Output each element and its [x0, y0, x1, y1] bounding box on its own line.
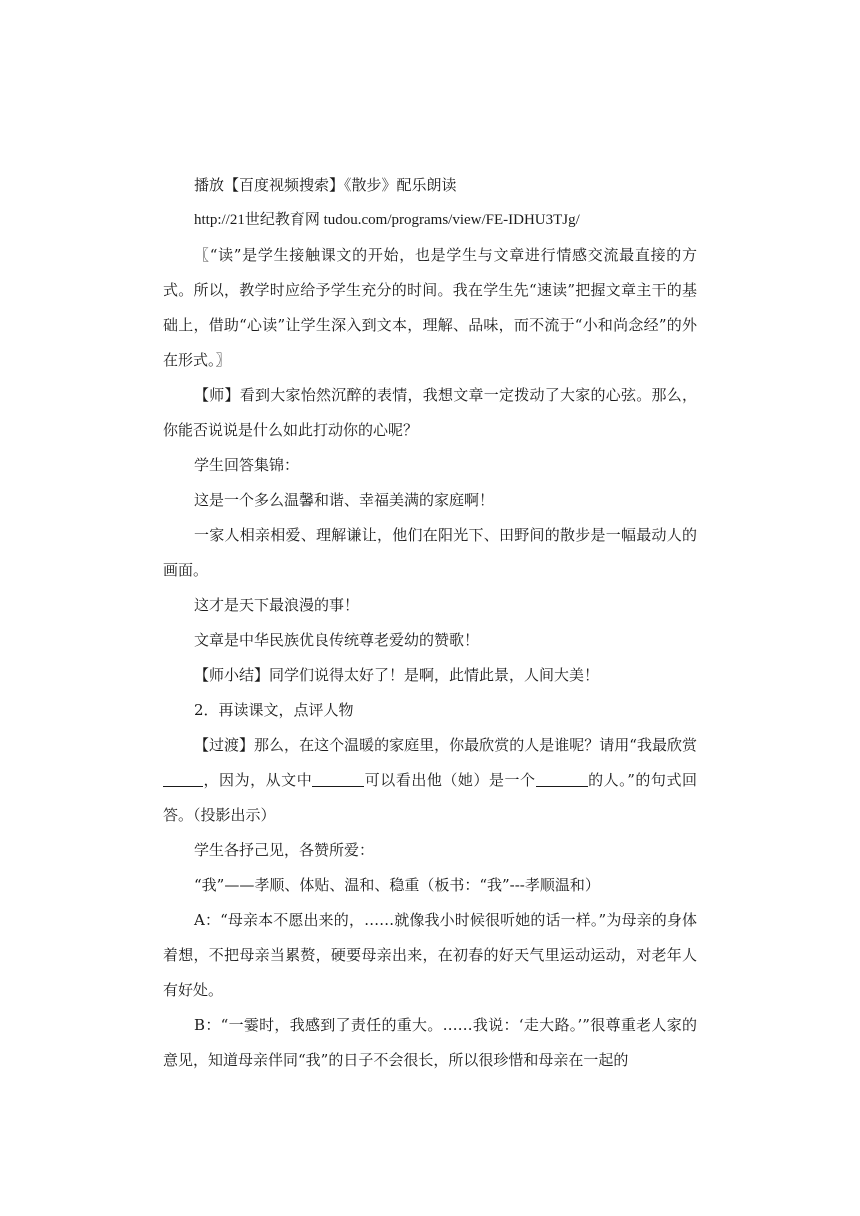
student-answer-1: 这是一个多么温馨和谐、幸福美满的家庭啊！	[194, 491, 495, 509]
student-answer-2: 一家人相亲相爱、理解谦让，他们在阳光下、田野间的散步是一幅最动人的画面。	[163, 526, 697, 579]
section-heading-reread: 2．再读课文，点评人物	[194, 701, 354, 719]
point-a-paragraph: A：“母亲本不愿出来的，……就像我小时候很听她的话一样。”为母亲的身体着想，不把母亲当累赘，硬要母亲出来，在初春的好天气里运动运动，对老年人有好处。	[163, 911, 697, 999]
student-answer-4: 文章是中华民族优良传统尊老爱幼的赞歌！	[194, 631, 480, 649]
fill-blank-1	[163, 772, 203, 787]
teacher-question-paragraph: 【师】看到大家怡然沉醉的表情，我想文章一定拨动了大家的心弦。那么，你能否说说是什么如此打动你的心呢？	[163, 386, 697, 439]
students-opinions-heading: 学生各抒己见，各赞所爱：	[194, 841, 375, 859]
fill-blank-3	[536, 772, 588, 787]
point-b-paragraph: B：“一霎时，我感到了责任的重大。……我说：‘走大路。’”很尊重老人家的意见，知道母亲伴同“我”的日子不会很长，所以很珍惜和母亲在一起的	[163, 1016, 697, 1069]
document-page	[163, 168, 697, 1078]
student-answer-3: 这才是天下最浪漫的事！	[194, 596, 360, 614]
student-answers-heading: 学生回答集锦：	[194, 456, 300, 474]
fill-blank-2	[312, 772, 364, 787]
transition-text-1: 【过渡】那么，在这个温暖的家庭里，你最欣赏的人是谁呢？请用“我最欣赏	[194, 736, 697, 754]
transition-paragraph	[163, 728, 697, 833]
teacher-summary-paragraph: 【师小结】同学们说得太好了！是啊，此情此景，人间大美！	[194, 666, 600, 684]
transition-text-4: 的人。”的句式回答。（投影出示）	[163, 771, 697, 824]
video-url-line: http://21世纪教育网 tudou.com/programs/view/FE-IDHU3TJg/	[194, 212, 580, 228]
character-wo-traits: “我”——孝顺、体贴、温和、稳重（板书：“我”---孝顺温和）	[194, 876, 600, 894]
transition-text-2: ，因为，从文中	[203, 771, 313, 789]
video-search-line: 播放【百度视频搜索】《散步》配乐朗读	[194, 176, 457, 194]
transition-text-3: 可以看出他（她）是一个	[364, 771, 536, 789]
reading-note-paragraph: 〖“读”是学生接触课文的开始，也是学生与文章进行情感交流最直接的方式。所以，教学时应给予学生充分的时间。我在学生先“速读”把握文章主干的基础上，借助“心读”让学生深入到文本，理解、品味，而不流于“小和尚念经”的外在形式。〗	[163, 246, 697, 369]
